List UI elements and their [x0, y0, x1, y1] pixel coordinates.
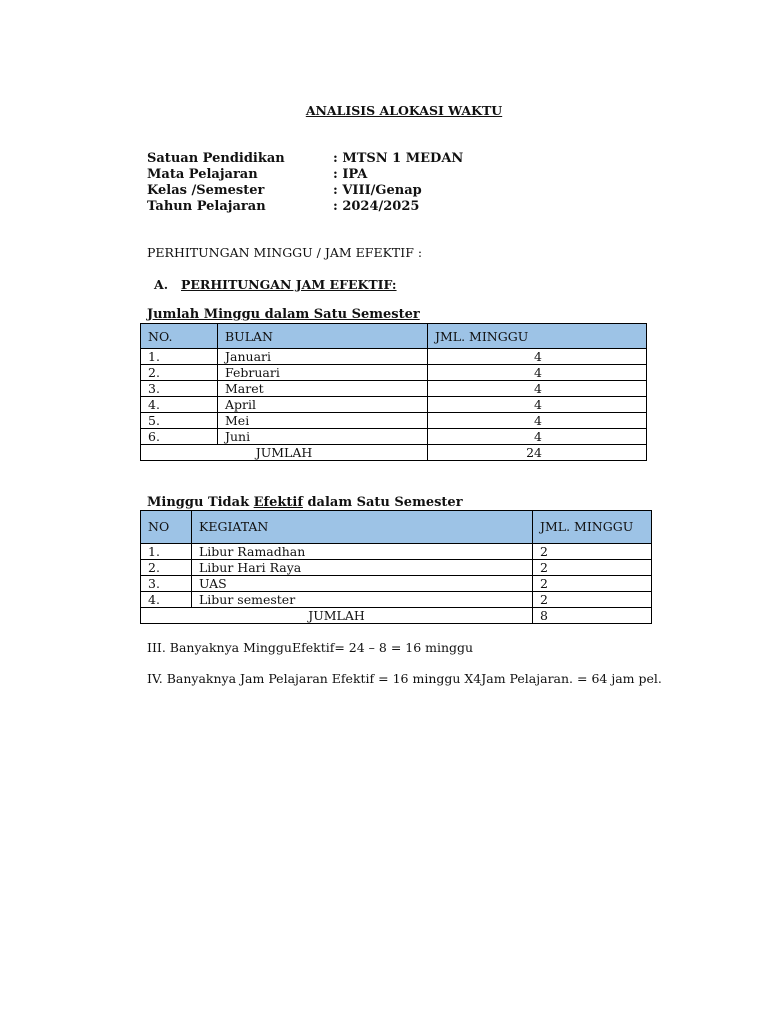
cell-jml: 2 [533, 544, 652, 560]
info-value: : IPA [333, 167, 368, 182]
total-value: 24 [428, 445, 647, 461]
info-row-mapel [147, 167, 463, 183]
table-row [141, 429, 647, 445]
table-row [141, 576, 652, 592]
cell-bulan: Juni [218, 429, 428, 445]
section-a-marker: A. [154, 277, 169, 292]
table-row [141, 381, 647, 397]
header-bulan: BULAN [218, 324, 428, 349]
cell-bulan: Maret [218, 381, 428, 397]
cell-no: 1. [141, 349, 218, 365]
header-jml-minggu: JML. MINGGU [533, 511, 652, 544]
cell-jml: 4 [428, 429, 647, 445]
section-a-heading [154, 277, 397, 292]
table-row [141, 349, 647, 365]
caption-text: Minggu Tidak [147, 495, 254, 510]
cell-jml: 2 [533, 576, 652, 592]
total-value: 8 [533, 608, 652, 624]
weeks-table [140, 323, 647, 461]
info-value: : 2024/2025 [333, 199, 420, 214]
summary-line-iii: III. Banyaknya MingguEfektif= 24 – 8 = 16 minggu [147, 640, 474, 655]
cell-jml: 4 [428, 397, 647, 413]
cell-no: 2. [141, 560, 192, 576]
section-a-text: PERHITUNGAN JAM EFEKTIF: [181, 277, 397, 292]
cell-kegiatan: Libur Ramadhan [192, 544, 533, 560]
cell-kegiatan: Libur semester [192, 592, 533, 608]
cell-bulan: Februari [218, 365, 428, 381]
ineffective-weeks-table [140, 510, 652, 624]
total-label: JUMLAH [141, 445, 428, 461]
header-no: NO [141, 511, 192, 544]
table2-caption [147, 495, 463, 510]
table-row [141, 397, 647, 413]
cell-no: 6. [141, 429, 218, 445]
header-no: NO. [141, 324, 218, 349]
cell-jml: 4 [428, 349, 647, 365]
info-key: Tahun Pelajaran [147, 199, 266, 214]
table-row [141, 544, 652, 560]
cell-jml: 2 [533, 560, 652, 576]
table1-caption: Jumlah Minggu dalam Satu Semester [147, 307, 420, 322]
cell-no: 1. [141, 544, 192, 560]
section-heading: PERHITUNGAN MINGGU / JAM EFEKTIF : [147, 245, 423, 260]
header-kegiatan: KEGIATAN [192, 511, 533, 544]
cell-no: 4. [141, 592, 192, 608]
table-row [141, 365, 647, 381]
document-title: ANALISIS ALOKASI WAKTU [305, 103, 503, 118]
info-row-kelas [147, 183, 463, 199]
table-row [141, 592, 652, 608]
caption-text: dalam Satu Semester [302, 495, 463, 510]
table-total-row [141, 445, 647, 461]
info-block [147, 151, 463, 215]
total-label: JUMLAH [141, 608, 533, 624]
header-jml-minggu: JML. MINGGU [428, 324, 647, 349]
cell-no: 3. [141, 381, 218, 397]
info-row-tahun [147, 199, 463, 215]
cell-jml: 4 [428, 381, 647, 397]
table-row [141, 560, 652, 576]
info-value: : VIII/Genap [333, 183, 422, 198]
info-row-satuan [147, 151, 463, 167]
table-total-row [141, 608, 652, 624]
caption-underlined: Efektif [253, 495, 303, 510]
table-row [141, 413, 647, 429]
info-key: Kelas /Semester [147, 183, 265, 198]
summary-line-iv: IV. Banyaknya Jam Pelajaran Efektif = 16 minggu X4Jam Pelajaran. = 64 jam pel. [147, 671, 662, 686]
cell-jml: 2 [533, 592, 652, 608]
cell-no: 3. [141, 576, 192, 592]
cell-bulan: Mei [218, 413, 428, 429]
cell-kegiatan: UAS [192, 576, 533, 592]
info-key: Satuan Pendidikan [147, 151, 285, 166]
cell-no: 5. [141, 413, 218, 429]
cell-bulan: Januari [218, 349, 428, 365]
cell-jml: 4 [428, 365, 647, 381]
cell-bulan: April [218, 397, 428, 413]
info-key: Mata Pelajaran [147, 167, 258, 182]
cell-no: 4. [141, 397, 218, 413]
cell-no: 2. [141, 365, 218, 381]
info-value: : MTSN 1 MEDAN [333, 151, 464, 166]
table-header-row [141, 511, 652, 544]
table-header-row [141, 324, 647, 349]
cell-kegiatan: Libur Hari Raya [192, 560, 533, 576]
cell-jml: 4 [428, 413, 647, 429]
